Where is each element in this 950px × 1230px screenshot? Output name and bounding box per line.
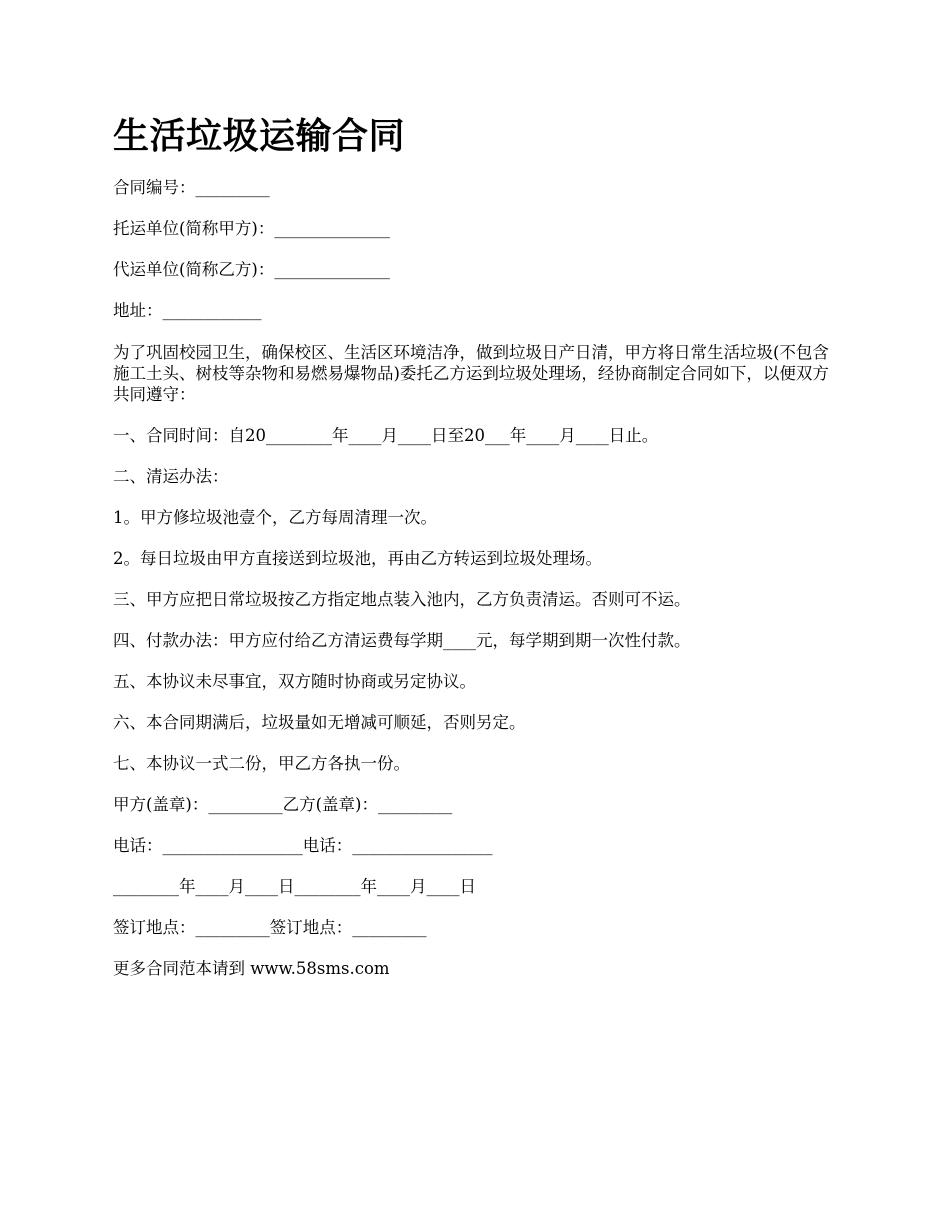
date-line: ________年____月____日________年____月____日 xyxy=(113,877,476,896)
clause-item-2: 2。每日垃圾由甲方直接送到垃圾池，再由乙方转运到垃圾处理场。 xyxy=(113,549,602,568)
party-a-line: 托运单位(简称甲方)：______________ xyxy=(113,219,390,238)
signing-place-line: 签订地点：_________签订地点：_________ xyxy=(113,918,427,937)
contract-number-line: 合同编号：_________ xyxy=(113,178,270,197)
preamble-paragraph: 为了巩固校园卫生，确保校区、生活区环境洁净，做到垃圾日产日清，甲方将日常生活垃圾(不包含施工土头、树枝等杂物和易燃易爆物品)委托乙方运到垃圾处理场，经协商制定合同如下，以便双方共同遵守： xyxy=(113,343,829,404)
clause-payment: 四、付款办法：甲方应付给乙方清运费每学期____元，每学期到期一次性付款。 xyxy=(113,631,691,650)
clause-contract-period: 一、合同时间：自20________年____月____日至20___年____月____日止。 xyxy=(113,426,659,445)
document-page xyxy=(113,112,843,1000)
clause-five: 五、本协议未尽事宜，双方随时协商或另定协议。 xyxy=(113,672,476,691)
clause-item-1: 1。甲方修垃圾池壹个，乙方每周清理一次。 xyxy=(113,508,437,527)
clause-removal-method: 二、清运办法： xyxy=(113,467,229,486)
clause-seven: 七、本协议一式二份，甲乙方各执一份。 xyxy=(113,754,410,773)
footer-more-templates: 更多合同范本请到 www.58sms.com xyxy=(113,959,390,978)
clause-six: 六、本合同期满后，垃圾量如无增减可顺延，否则另定。 xyxy=(113,713,526,732)
address-line: 地址：____________ xyxy=(113,301,262,320)
phone-line: 电话：_________________电话：_________________ xyxy=(113,836,493,855)
clause-three: 三、甲方应把日常垃圾按乙方指定地点装入池内，乙方负责清运。否则可不运。 xyxy=(113,590,691,609)
party-b-line: 代运单位(简称乙方)：______________ xyxy=(113,260,390,279)
document-title: 生活垃圾运输合同 xyxy=(113,115,406,157)
signature-seal-line: 甲方(盖章)：_________乙方(盖章)：_________ xyxy=(113,795,453,814)
